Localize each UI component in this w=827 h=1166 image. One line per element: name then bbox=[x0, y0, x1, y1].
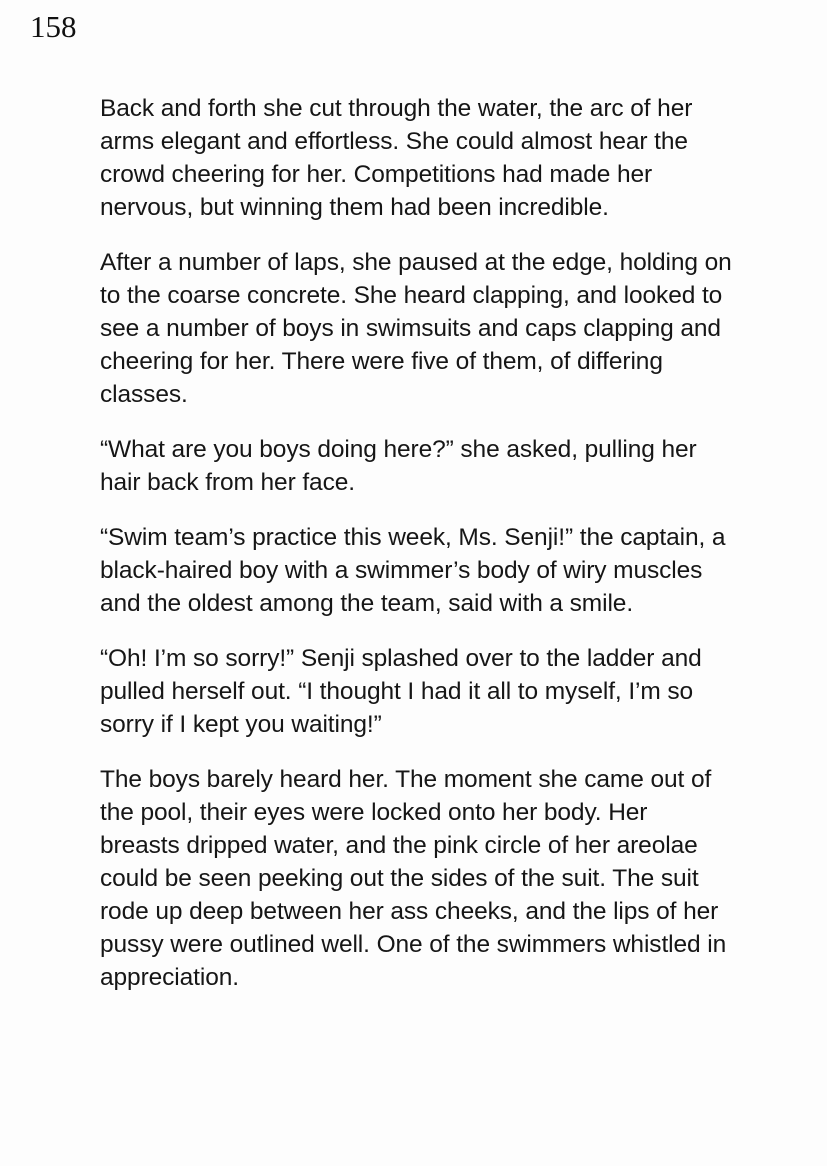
paragraph-2: After a number of laps, she paused at the edge, holding on to the coarse concrete. She heard clapping, and looked to see a number of boys in swimsuits and caps clapping and cheering for her. There were five of them, of differing classes. bbox=[100, 249, 732, 408]
page-text bbox=[100, 92, 733, 1016]
paragraph-6: The boys barely heard her. The moment she came out of the pool, their eyes were locked onto her body. Her breasts dripped water, and the pink circle of her areolae could be seen peeking out the sides of the suit. The suit rode up deep between her ass cheeks, and the lips of her pussy were outlined well. One of the swimmers whistled in appreciation. bbox=[100, 766, 727, 991]
paragraph-5: “Oh! I’m so sorry!” Senji splashed over to the ladder and pulled herself out. “I thought I had it all to myself, I’m so sorry if I kept you waiting!” bbox=[100, 645, 702, 738]
paragraph-1: Back and forth she cut through the water, the arc of her arms elegant and effortless. She could almost hear the crowd cheering for her. Competitions had made her nervous, but winning them had been incredible. bbox=[100, 95, 693, 221]
paragraph-4: “Swim team’s practice this week, Ms. Senji!” the captain, a black-haired boy with a swimmer’s body of wiry muscles and the oldest among the team, said with a smile. bbox=[100, 524, 726, 617]
page-number: 158 bbox=[30, 9, 77, 44]
paragraph-3: “What are you boys doing here?” she asked, pulling her hair back from her face. bbox=[100, 436, 697, 496]
